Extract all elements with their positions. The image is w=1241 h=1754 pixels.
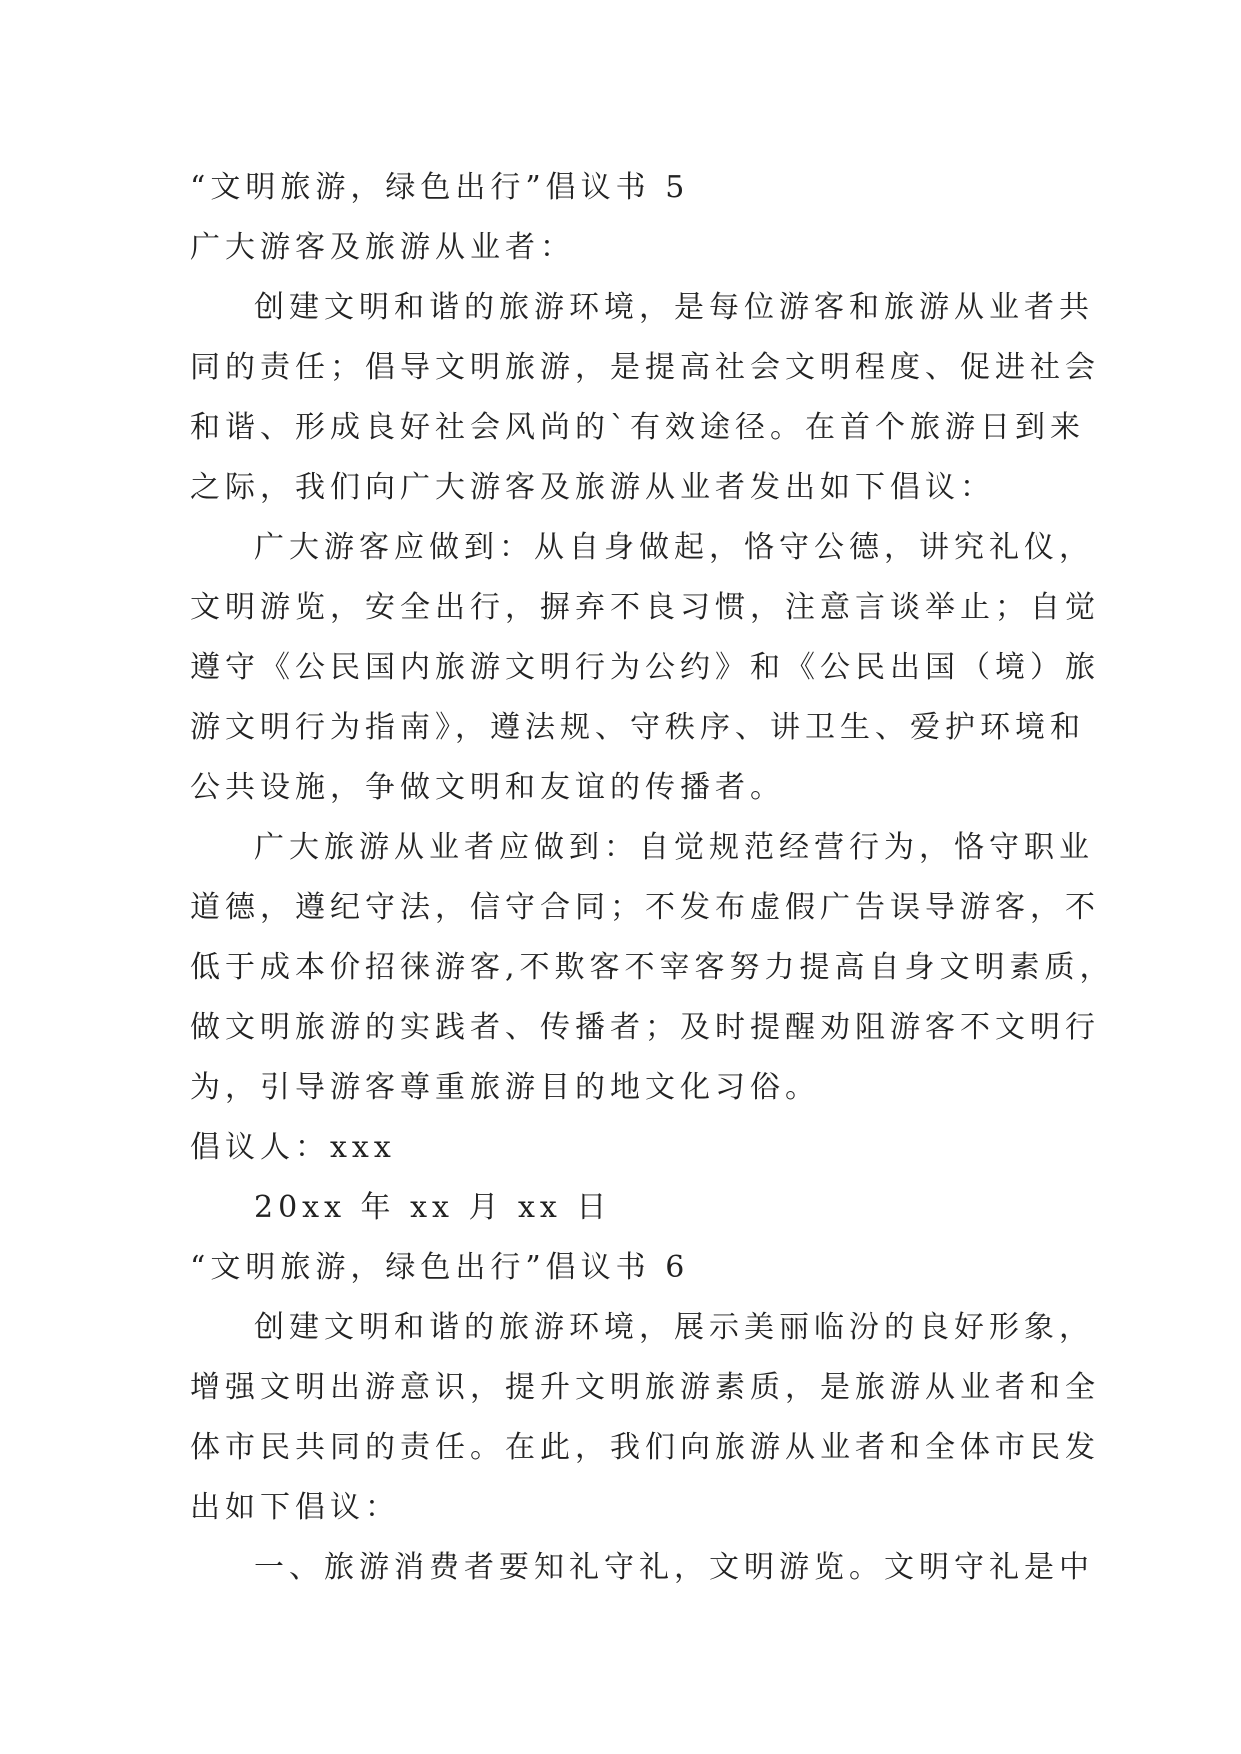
section-5-paragraph-2 xyxy=(190,518,1100,818)
paragraph-line: 创建文明和谐的旅游环境，是每位游客和旅游从业者共 xyxy=(254,290,1094,325)
paragraph-line: 广大游客应做到：从自身做起，恪守公德，讲究礼仪， xyxy=(254,530,1094,565)
paragraph-line: 为，引导游客尊重旅游目的地文化习俗。 xyxy=(190,1070,820,1105)
paragraph-line: 体市民共同的责任。在此，我们向旅游从业者和全体市民发 xyxy=(190,1430,1100,1465)
section-5-title: “文明旅游，绿色出行”倡议书 5 xyxy=(190,170,690,205)
paragraph-line: 低于成本价招徕游客,不欺客不宰客努力提高自身文明素质， xyxy=(190,950,1115,985)
paragraph-line: 增强文明出游意识，提升文明旅游素质，是旅游从业者和全 xyxy=(190,1370,1100,1405)
section-5-paragraph-3 xyxy=(190,818,1115,1118)
section-5-paragraph-1 xyxy=(190,278,1100,518)
paragraph-line: 遵守《公民国内旅游文明行为公约》和《公民出国（境）旅 xyxy=(190,650,1100,685)
paragraph-line: 道德，遵纪守法，信守合同；不发布虚假广告误导游客，不 xyxy=(190,890,1100,925)
paragraph-line: 和谐、形成良好社会风尚的`有效途径。在首个旅游日到来 xyxy=(190,410,1085,445)
paragraph-line: 游文明行为指南》，遵法规、守秩序、讲卫生、爱护环境和 xyxy=(190,710,1085,745)
signer: 倡议人：xxx xyxy=(190,1130,396,1165)
paragraph-line: 同的责任；倡导文明旅游，是提高社会文明程度、促进社会 xyxy=(190,350,1100,385)
paragraph-line: 公共设施，争做文明和友谊的传播者。 xyxy=(190,770,785,805)
paragraph-line: 做文明旅游的实践者、传播者；及时提醒劝阻游客不文明行 xyxy=(190,1010,1100,1045)
date: 20xx 年 xx 月 xx 日 xyxy=(254,1190,612,1225)
paragraph-line: 一、旅游消费者要知礼守礼，文明游览。文明守礼是中 xyxy=(254,1550,1094,1585)
paragraph-line: 文明游览，安全出行，摒弃不良习惯，注意言谈举止；自觉 xyxy=(190,590,1100,625)
paragraph-line: 出如下倡议： xyxy=(190,1490,400,1525)
paragraph-line: 创建文明和谐的旅游环境，展示美丽临汾的良好形象， xyxy=(254,1310,1094,1345)
document-body xyxy=(190,158,1115,1598)
paragraph-line: 广大旅游从业者应做到：自觉规范经营行为，恪守职业 xyxy=(254,830,1094,865)
paragraph-line: 之际，我们向广大游客及旅游从业者发出如下倡议： xyxy=(190,470,995,505)
salutation: 广大游客及旅游从业者： xyxy=(190,230,575,265)
section-6-paragraph-2 xyxy=(190,1538,1094,1598)
section-6-paragraph-1 xyxy=(190,1298,1100,1538)
section-6-title: “文明旅游，绿色出行”倡议书 6 xyxy=(190,1250,690,1285)
